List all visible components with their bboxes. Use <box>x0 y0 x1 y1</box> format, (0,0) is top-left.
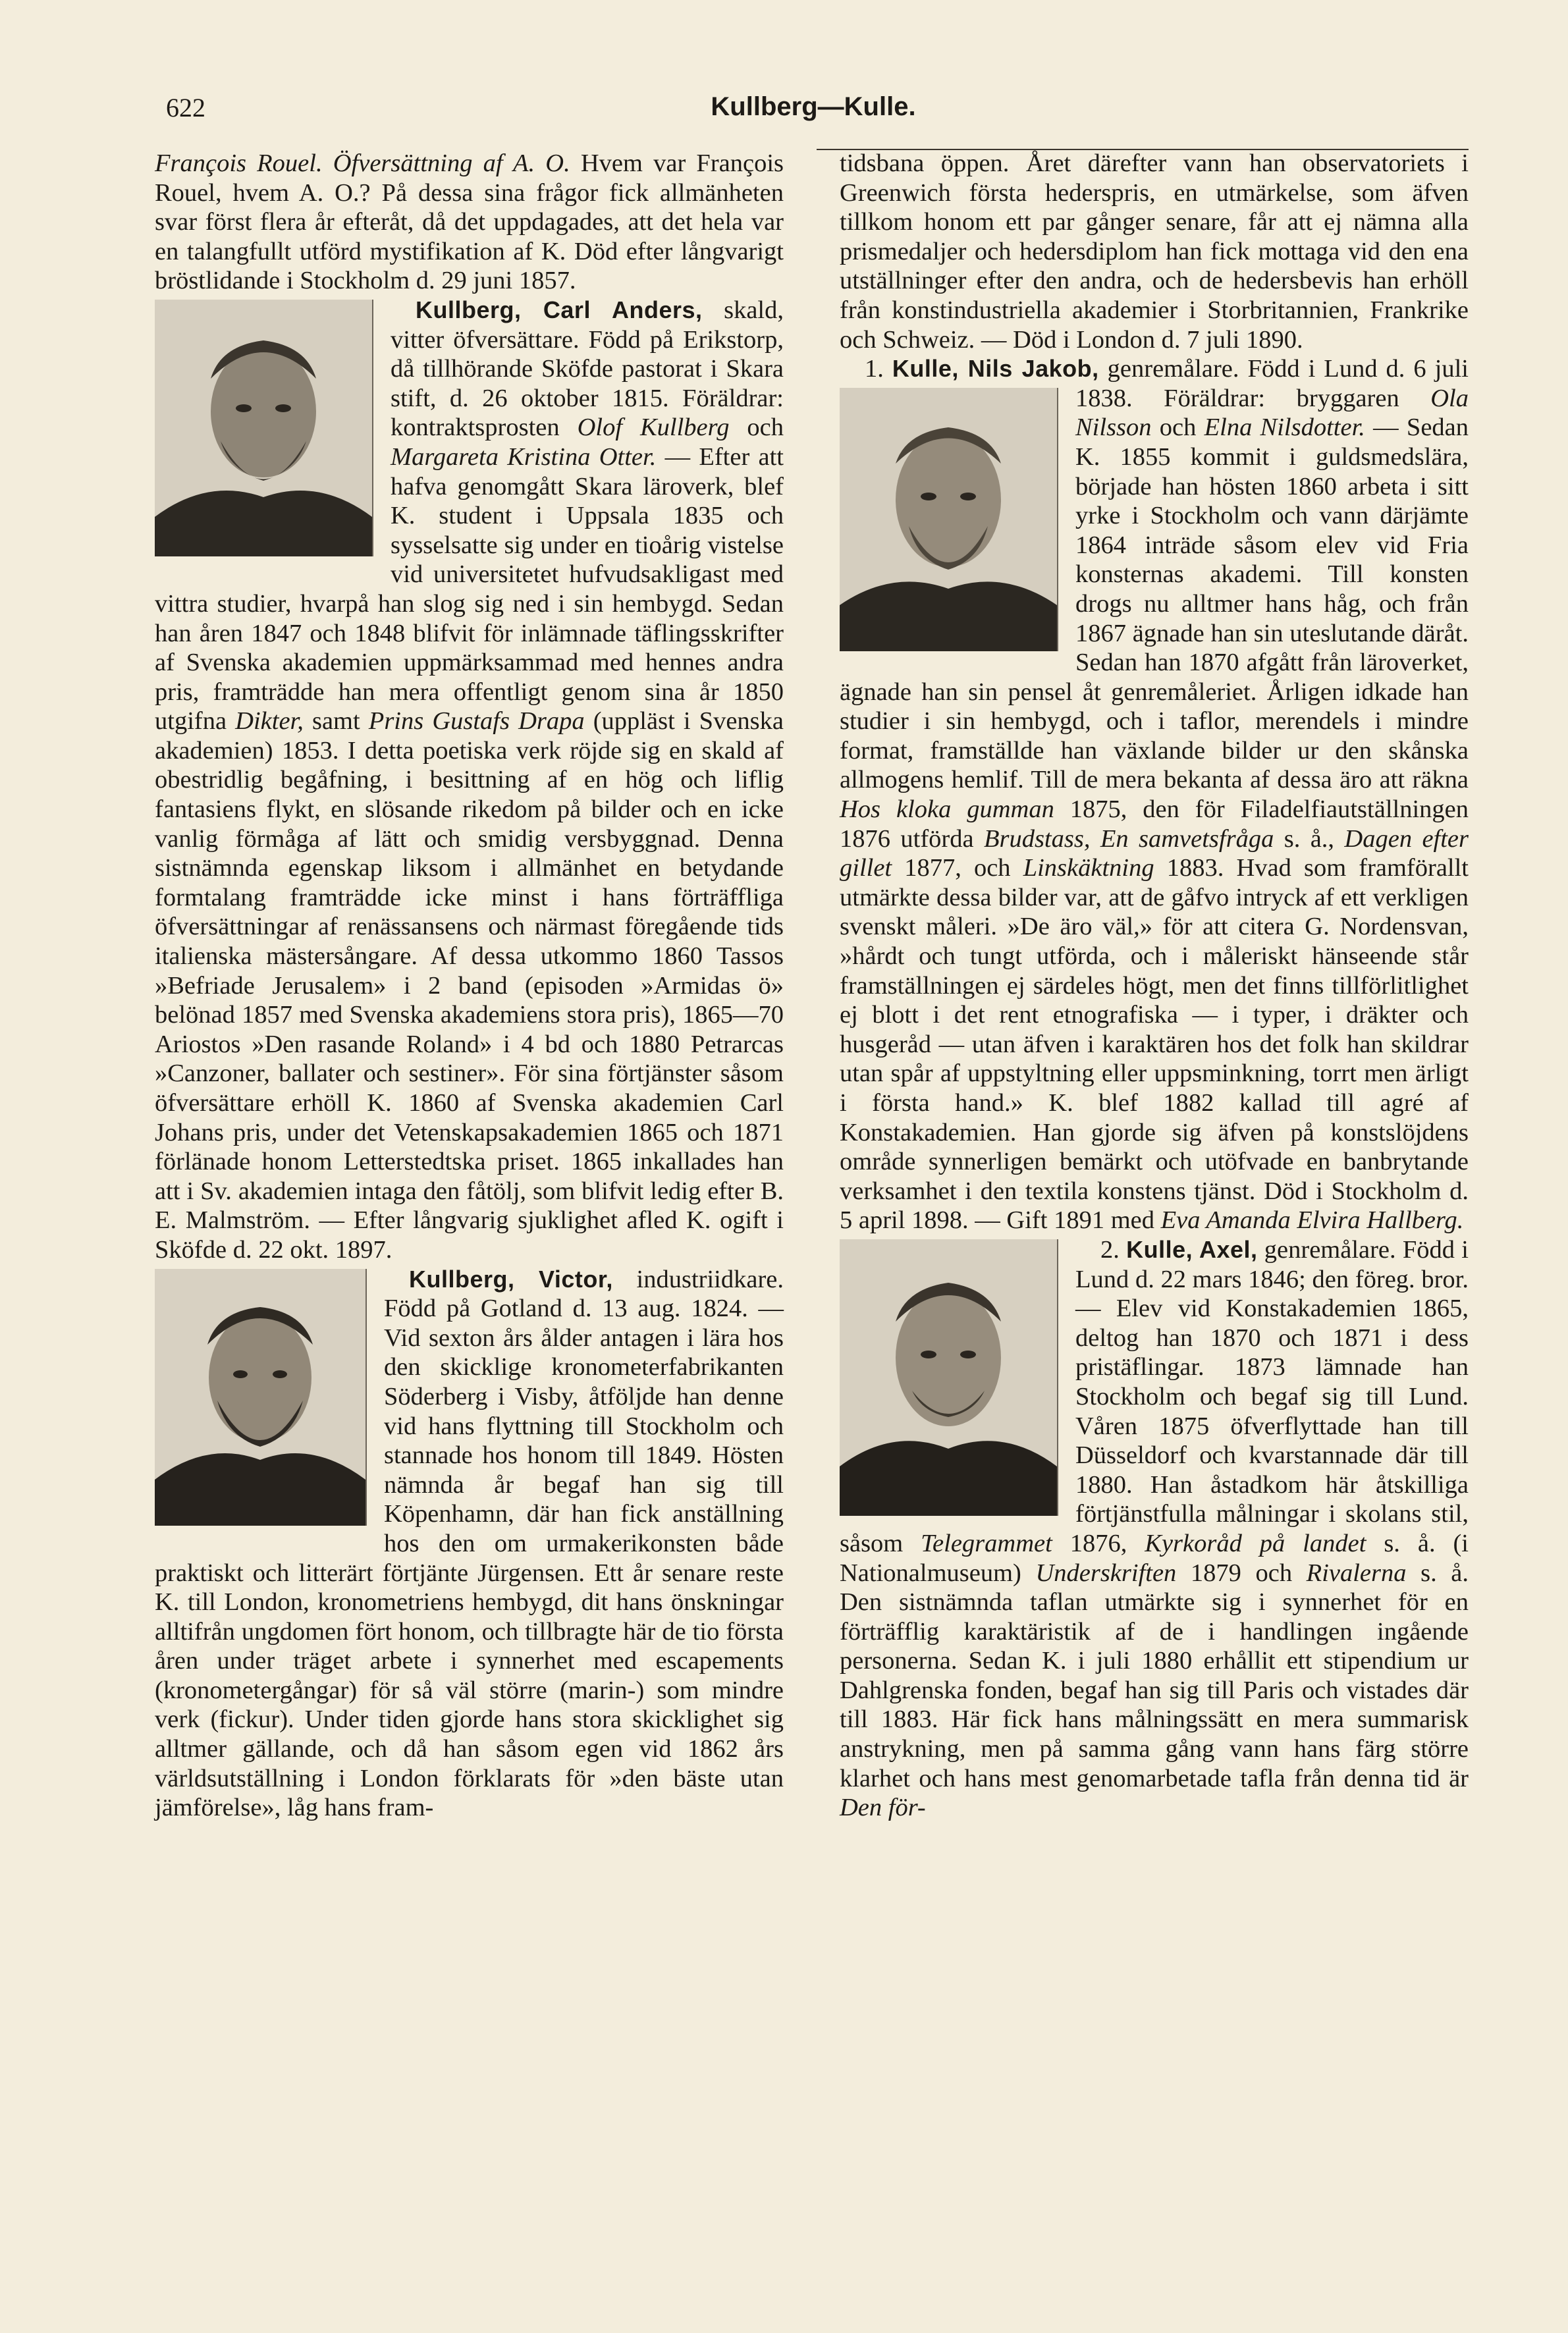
name-carl-anders-kullberg: Kullberg, Carl Anders, <box>416 296 703 323</box>
name-axel-kulle: Kulle, Axel, <box>1126 1235 1258 1263</box>
entry-number-1: 1. <box>865 355 884 383</box>
portrait-image <box>155 1269 365 1526</box>
victor-continuation: tidsbana öppen. Året därefter vann han observatoriets i Greenwich första hederspris, en utmärkelse, som äfven tillkom honom ett par gånger senare, får att ej nämna alla prismedaljer och hedersdiplom han fick mottaga vid den ena utställninger efter den andra, och de hedersbevis han erhöll från konstindustriella akademier i Storbritannien, Frankrike och Schweiz. — Död i London d. 7 juli 1890. <box>840 149 1469 354</box>
portrait-image <box>155 300 372 556</box>
intro-paragraph: François Rouel. Öfversättning af A. O. Hvem var François Rouel, hvem A. O.? På dessa sina frågor fick allmänheten svar först flera år efteråt, då det uppdagades, att det hela var en talangfullt utförd mystifikation af K. Död efter långvarigt bröstlidande i Stockholm d. 29 juni 1857. <box>155 149 784 295</box>
entry-kulle-nils-jakob: 1. Kulle, Nils Jakob, genremålare. Född i Lund d. 6 juli 1838. Föräldrar: bryggaren Ola Nilsson och Elna Nilsdotter. — Sedan K. 1855 kommit i guldsmedslära, började han hösten 1860 arbeta i sitt yrke i Stockholm och vann därjämte 1864 inträde såsom elev vid Fria konsternas akademi. Till konsten drogs nu alltmer hans håg, och från 1867 ägnade han sin uteslutande däråt. Sedan han 1870 afgått från läroverket, ägnade han sin pensel åt genremåleriet. Årligen idkade han studier i sin hembygd, och i taflor, merendels i mindre format, framställde han växlande bilder ur den skånska allmogens hemlif. Till de mera bekanta af dessa äro att räkna Hos kloka gumman 1875, den för Filadelfiautställningen 1876 utförda Brudstass, En samvetsfråga s. å., Dagen efter gillet 1877, och Linskäktning 1883. Hvad som framförallt utmärkte dessa bilder var, att de gåfvo intryck af ett verkligen svenskt måleri. »De äro väl,» för att citera G. Nordensvan, »hårdt och tungt utförda, och i måleriskt hänseende står framställningen ej särdeles högt, men det finns tillförlitlighet ej blott i det rent etnografiska — i typer, i dräkter och husgeråd — utan äfven i karaktären hos det folk han skildrar utan spår af uppstyltning eller uppsminkning, torrt men ärligt i första hand.» K. blef 1882 kallad till agré af Konstakademien. Han gjorde sig äfven på konstslöjdens område synnerligen bemärkt och utöfvade en banbrytande verksamhet i den textila konstens tjänst. Död i Stockholm d. 5 april 1898. — Gift 1891 med Eva Amanda Elvira Hallberg. <box>840 355 1469 1235</box>
portrait-image <box>840 1239 1057 1516</box>
entry-kullberg-carl-anders: Kullberg, Carl Anders, skald, vitter öfversättare. Född på Erikstorp, då tillhörande Sköfde pastorat i Skara stift, d. 26 oktober 1815. Föräldrar: kontraktsprosten Olof Kullberg och Margareta Kristina Otter. — Efter att hafva genomgått Skara läroverk, blef K. student i Uppsala 1835 och sysselsatte sig under en tioårig vistelse vid universitetet hufvudsakligast med vittra studier, hvarpå han slog sig ned i sin hembygd. Sedan han åren 1847 och 1848 blifvit för inlämnade täflingsskrifter af Svenska akademien uppmärksammad med hennes andra pris, framträdde han mera offentligt genom sina år 1850 utgifna Dikter, samt Prins Gustafs Drapa (uppläst i Svenska akademien) 1853. I detta poetiska verk röjde sig en skald af obestridlig begåfning, i besittning af en hög och liflig fantasiens flykt, en slösande rikedom på bilder och en icke vanlig förmåga af lätt och smidig versbyggnad. Denna sistnämnda egenskap liksom i allmänhet en betydande formtalang framträdde icke minst i hans förträffliga öfversättningar af renässansens och närmast föregående tids italienska mästersångare. Af dessa utkommo 1860 Tassos »Befriade Jerusalem» i 2 band (episoden »Armidas ö» belönad 1857 med Svenska akademiens stora pris), 1865—70 Ariostos »Den rasande Roland» i 4 bd och 1880 Petrarcas »Canzoner, ballater och sestiner». För sina förtjänster såsom öfversättare erhöll K. 1860 af Svenska akademien Carl Johans pris, under det Vetenskapsakademien 1865 och 1871 förlänade honom Letterstedtska priset. 1865 inkallades han att i Sv. akademien intaga den fåtölj, som blifvit ledig efter B. E. Malmström. — Efter långvarig sjuklighet afled K. ogift i Sköfde d. 22 okt. 1897. <box>155 296 784 1264</box>
running-head: Kullberg—Kulle. <box>711 92 916 121</box>
entry-kullberg-victor: Kullberg, Victor, industriidkare. Född på Gotland d. 13 aug. 1824. — Vid sexton års ålder antagen i lära hos den skicklige kronometerfabrikanten Söderberg i Visby, åtföljde han denne vid hans flyttning till Stockholm och stannade hos honom till 1849. Hösten nämnda år begaf han sig till Köpenhamn, där han fick anställning hos den om urmakerikonsten både praktiskt och litterärt förtjänte Jürgensen. Ett år senare reste K. till London, kronometriens hembygd, dit hans önskningar alltifrån ungdomen fört honom, och tillbragte här de tio första åren under träget arbete i synnerhet med escapements (kronometergångar) för så väl större (marin-) som mindre verk (fickur). Under tiden gjorde hans stora skicklighet sig alltmer gällande, och då han såsom egen vid 1862 års världsutställning i London förklarats för »den bäste utan jämförelse», låg hans fram- <box>155 1265 784 1822</box>
page-number: 622 <box>166 93 205 122</box>
portrait-carl-anders-kullberg <box>155 300 373 556</box>
intro-title: François Rouel. Öfversättning af A. O. <box>155 149 570 177</box>
portrait-nils-jakob-kulle <box>840 388 1058 651</box>
portrait-image <box>840 388 1057 651</box>
name-victor-kullberg: Kullberg, Victor, <box>409 1265 613 1293</box>
name-nils-jakob-kulle: Kulle, Nils Jakob, <box>892 355 1099 383</box>
portrait-victor-kullberg <box>155 1269 367 1526</box>
entry-kulle-axel: 2. Kulle, Axel, genremålare. Född i Lund d. 22 mars 1846; den föreg. bror. — Elev vid Konstakademien 1865, deltog han 1870 och 1871 i dess pristäflingar. 1873 lämnade han Stockholm och begaf sig till Lund. Våren 1875 öfverflyttade han till Düsseldorf och kvarstannade där till 1880. Han åstadkom här åtskilliga förtjänstfulla målningar i skolans stil, såsom Telegrammet 1876, Kyrkoråd på landet s. å. (i Nationalmuseum) Underskriften 1879 och Rivalerna s. å. Den sistnämnda taflan utmärkte sig i synnerhet för en förträfflig karaktäristik af de i handlingen ingående personerna. Sedan K. i juli 1880 erhållit ett stipendium ur Dahlgrenska fonden, begaf han sig till Paris och vistades där till 1883. Här fick hans målningssätt en mera summarisk anstrykning, men på samma gång vann hans färg större klarhet och hans mest genomarbetade tafla från denna tid är Den för- <box>840 1235 1469 1822</box>
page-header <box>158 92 1469 132</box>
portrait-axel-kulle <box>840 1239 1058 1516</box>
entry-number-2: 2. <box>1100 1235 1120 1264</box>
left-column <box>155 149 784 1823</box>
right-column <box>840 149 1469 1823</box>
